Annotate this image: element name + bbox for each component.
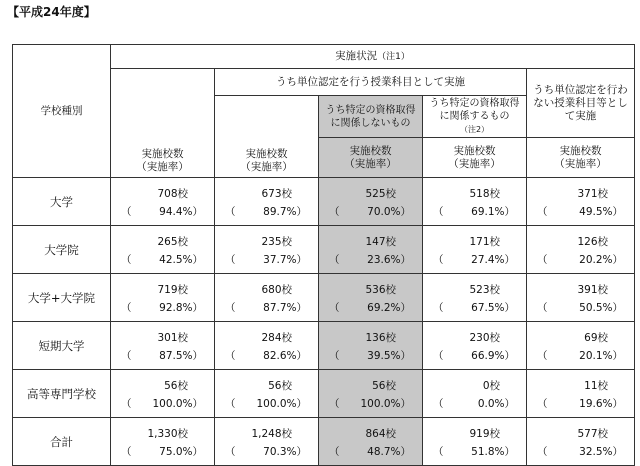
rate-open-paren: （ bbox=[329, 350, 340, 362]
rate-open-paren: （ bbox=[433, 350, 444, 362]
no-cert-cell bbox=[319, 418, 423, 466]
page-title: 【平成24年度】 bbox=[7, 5, 96, 19]
implementation-rate bbox=[433, 396, 515, 411]
non-credit-cell bbox=[527, 178, 635, 226]
status-table bbox=[12, 44, 635, 466]
rate-label: （実施率） bbox=[240, 161, 293, 173]
all-schools-cell bbox=[111, 370, 215, 418]
rate-value: 67.5% bbox=[471, 302, 505, 314]
count-label: 実施校数 bbox=[245, 148, 288, 160]
table-row bbox=[13, 370, 635, 418]
rate-open-paren: （ bbox=[433, 446, 444, 458]
rate-value: 49.5% bbox=[579, 206, 613, 218]
school-count: 301校 bbox=[157, 332, 188, 344]
rate-value: 19.6% bbox=[579, 398, 613, 410]
rate-close-paren: ） bbox=[192, 398, 203, 410]
with-cert-cell bbox=[423, 418, 527, 466]
rate-value: 23.6% bbox=[367, 254, 401, 266]
school-count: 518校 bbox=[469, 188, 500, 200]
rate-open-paren: （ bbox=[121, 302, 132, 314]
rate-close-paren: ） bbox=[192, 254, 203, 266]
non-credit-cell bbox=[527, 322, 635, 370]
implementation-rate bbox=[433, 252, 515, 267]
school-count: 147校 bbox=[365, 236, 396, 248]
credit-total-cell bbox=[215, 178, 319, 226]
school-count: 126校 bbox=[577, 236, 609, 248]
rate-value: 66.9% bbox=[471, 350, 505, 362]
with-cert-cell bbox=[423, 226, 527, 274]
rate-open-paren: （ bbox=[537, 398, 548, 410]
rate-open-paren: （ bbox=[537, 206, 548, 218]
rate-open-paren: （ bbox=[225, 446, 236, 458]
table-row bbox=[13, 274, 635, 322]
no-cert-header: うち特定の資格取得に関係しないもの bbox=[319, 96, 423, 138]
with-cert-cell bbox=[423, 370, 527, 418]
rate-open-paren: （ bbox=[329, 302, 340, 314]
implementation-rate bbox=[329, 300, 411, 315]
rate-open-paren: （ bbox=[537, 446, 548, 458]
implementation-rate bbox=[329, 252, 411, 267]
school-count: 864校 bbox=[365, 428, 396, 440]
rate-value: 27.4% bbox=[471, 254, 505, 266]
no-cert-count-header bbox=[319, 138, 423, 178]
rate-close-paren: ） bbox=[192, 446, 203, 458]
rate-close-paren: ） bbox=[400, 446, 411, 458]
rate-value: 42.5% bbox=[159, 254, 193, 266]
rate-open-paren: （ bbox=[225, 302, 236, 314]
rate-close-paren: ） bbox=[504, 302, 515, 314]
no-cert-cell bbox=[319, 226, 423, 274]
rate-open-paren: （ bbox=[225, 254, 236, 266]
rate-value: 69.2% bbox=[367, 302, 401, 314]
rate-open-paren: （ bbox=[433, 302, 444, 314]
implementation-rate bbox=[225, 204, 307, 219]
rate-close-paren: ） bbox=[296, 446, 307, 458]
rate-value: 94.4% bbox=[159, 206, 193, 218]
rate-close-paren: ） bbox=[612, 206, 624, 218]
implementation-rate bbox=[433, 348, 515, 363]
no-cert-cell bbox=[319, 274, 423, 322]
count-label: 実施校数 bbox=[349, 144, 392, 157]
non-credit-cell bbox=[527, 226, 635, 274]
non-credit-count-header bbox=[527, 138, 635, 178]
implementation-rate bbox=[433, 204, 515, 219]
implementation-rate bbox=[537, 300, 623, 315]
implementation-rate bbox=[329, 444, 411, 459]
implementation-rate bbox=[329, 396, 411, 411]
school-count: 171校 bbox=[469, 236, 500, 248]
table-row bbox=[13, 226, 635, 274]
rate-label: （実施率） bbox=[344, 157, 397, 170]
rate-value: 20.1% bbox=[579, 350, 613, 362]
rate-open-paren: （ bbox=[433, 398, 444, 410]
school-count: 1,248校 bbox=[251, 428, 292, 440]
rate-value: 70.0% bbox=[367, 206, 401, 218]
rate-value: 51.8% bbox=[471, 446, 505, 458]
school-count: 0校 bbox=[482, 380, 500, 392]
implementation-rate bbox=[121, 444, 203, 459]
rate-value: 92.8% bbox=[159, 302, 193, 314]
rate-close-paren: ） bbox=[504, 206, 515, 218]
all-schools-cell bbox=[111, 322, 215, 370]
implementation-rate bbox=[433, 300, 515, 315]
rate-close-paren: ） bbox=[504, 254, 515, 266]
school-type-cell: 高等専門学校 bbox=[13, 370, 111, 418]
rate-close-paren: ） bbox=[612, 446, 624, 458]
school-count: 371校 bbox=[577, 188, 609, 200]
school-type-cell: 合計 bbox=[13, 418, 111, 466]
rate-open-paren: （ bbox=[329, 206, 340, 218]
rate-open-paren: （ bbox=[225, 206, 236, 218]
implementation-rate bbox=[225, 300, 307, 315]
non-credit-header: うち単位認定を行わない授業科目等として実施 bbox=[527, 69, 635, 138]
all-schools-cell bbox=[111, 274, 215, 322]
school-count: 56校 bbox=[372, 380, 396, 392]
with-cert-count-header bbox=[423, 138, 527, 178]
school-count: 719校 bbox=[157, 284, 188, 296]
non-credit-cell bbox=[527, 370, 635, 418]
rate-value: 69.1% bbox=[471, 206, 505, 218]
rate-close-paren: ） bbox=[296, 206, 307, 218]
implementation-rate bbox=[537, 444, 623, 459]
school-count: 536校 bbox=[365, 284, 396, 296]
school-count: 235校 bbox=[261, 236, 292, 248]
rate-value: 20.2% bbox=[579, 254, 613, 266]
credit-total-cell bbox=[215, 322, 319, 370]
rate-close-paren: ） bbox=[612, 254, 624, 266]
rate-open-paren: （ bbox=[537, 350, 548, 362]
all-schools-cell bbox=[111, 178, 215, 226]
rate-close-paren: ） bbox=[504, 446, 515, 458]
school-count: 577校 bbox=[577, 428, 609, 440]
rate-label: （実施率） bbox=[448, 157, 501, 170]
rate-value: 37.7% bbox=[263, 254, 297, 266]
all-schools-cell bbox=[111, 418, 215, 466]
rate-value: 0.0% bbox=[477, 398, 505, 410]
status-header: 実施状況（注1） bbox=[111, 45, 635, 69]
rate-open-paren: （ bbox=[329, 398, 340, 410]
rate-open-paren: （ bbox=[225, 398, 236, 410]
school-count: 525校 bbox=[365, 188, 396, 200]
implementation-rate bbox=[433, 444, 515, 459]
rate-value: 87.7% bbox=[263, 302, 297, 314]
implementation-rate bbox=[329, 204, 411, 219]
school-type-cell: 大学+大学院 bbox=[13, 274, 111, 322]
rate-value: 32.5% bbox=[579, 446, 613, 458]
rate-close-paren: ） bbox=[192, 302, 203, 314]
with-cert-cell bbox=[423, 274, 527, 322]
rate-value: 48.7% bbox=[367, 446, 401, 458]
implementation-rate bbox=[121, 300, 203, 315]
no-cert-cell bbox=[319, 178, 423, 226]
rate-open-paren: （ bbox=[433, 254, 444, 266]
rate-open-paren: （ bbox=[121, 206, 132, 218]
rate-value: 87.5% bbox=[159, 350, 193, 362]
rate-open-paren: （ bbox=[433, 206, 444, 218]
no-cert-cell bbox=[319, 370, 423, 418]
table-row bbox=[13, 322, 635, 370]
implementation-rate bbox=[121, 252, 203, 267]
school-type-header: 学校種別 bbox=[13, 45, 111, 178]
rate-label: （実施率） bbox=[554, 157, 607, 170]
rate-close-paren: ） bbox=[296, 302, 307, 314]
implementation-rate bbox=[329, 348, 411, 363]
rate-close-paren: ） bbox=[296, 398, 307, 410]
non-credit-cell bbox=[527, 274, 635, 322]
rate-close-paren: ） bbox=[400, 398, 411, 410]
rate-value: 100.0% bbox=[152, 398, 193, 410]
credit-total-cell bbox=[215, 274, 319, 322]
implementation-rate bbox=[537, 396, 623, 411]
rate-close-paren: ） bbox=[400, 206, 411, 218]
count-label: 実施校数 bbox=[141, 148, 184, 160]
school-count: 56校 bbox=[268, 380, 292, 392]
school-count: 136校 bbox=[365, 332, 396, 344]
implementation-rate bbox=[537, 204, 623, 219]
school-type-cell: 短期大学 bbox=[13, 322, 111, 370]
rate-value: 82.6% bbox=[263, 350, 297, 362]
with-cert-cell bbox=[423, 322, 527, 370]
school-count: 265校 bbox=[157, 236, 188, 248]
rate-close-paren: ） bbox=[504, 398, 515, 410]
no-cert-cell bbox=[319, 322, 423, 370]
rate-close-paren: ） bbox=[612, 350, 624, 362]
implementation-rate bbox=[225, 348, 307, 363]
rate-open-paren: （ bbox=[121, 350, 132, 362]
credit-total-count-header bbox=[215, 96, 319, 178]
table-row bbox=[13, 418, 635, 466]
school-count: 230校 bbox=[469, 332, 500, 344]
rate-close-paren: ） bbox=[296, 350, 307, 362]
table-row bbox=[13, 178, 635, 226]
school-count: 11校 bbox=[584, 380, 609, 392]
all-schools-cell bbox=[111, 226, 215, 274]
rate-close-paren: ） bbox=[296, 254, 307, 266]
credit-total-cell bbox=[215, 226, 319, 274]
non-credit-cell bbox=[527, 418, 635, 466]
implementation-rate bbox=[121, 348, 203, 363]
rate-close-paren: ） bbox=[612, 398, 624, 410]
rate-open-paren: （ bbox=[121, 446, 132, 458]
rate-open-paren: （ bbox=[329, 254, 340, 266]
implementation-rate bbox=[225, 444, 307, 459]
rate-close-paren: ） bbox=[612, 302, 624, 314]
implementation-rate bbox=[537, 252, 623, 267]
implementation-rate bbox=[225, 252, 307, 267]
rate-open-paren: （ bbox=[537, 302, 548, 314]
implementation-rate bbox=[121, 396, 203, 411]
school-type-cell: 大学院 bbox=[13, 226, 111, 274]
school-count: 284校 bbox=[261, 332, 292, 344]
rate-close-paren: ） bbox=[192, 206, 203, 218]
rate-close-paren: ） bbox=[400, 254, 411, 266]
rate-value: 100.0% bbox=[360, 398, 401, 410]
with-cert-cell bbox=[423, 178, 527, 226]
rate-open-paren: （ bbox=[329, 446, 340, 458]
rate-value: 50.5% bbox=[579, 302, 613, 314]
all-count-header-placeholder bbox=[111, 69, 215, 178]
rate-label: （実施率） bbox=[136, 161, 189, 173]
rate-value: 89.7% bbox=[263, 206, 297, 218]
rate-value: 100.0% bbox=[256, 398, 297, 410]
rate-close-paren: ） bbox=[192, 350, 203, 362]
school-count: 69校 bbox=[584, 332, 609, 344]
with-cert-header: うち特定の資格取得に関係するもの（注2） bbox=[423, 96, 527, 138]
rate-value: 75.0% bbox=[159, 446, 193, 458]
rate-open-paren: （ bbox=[121, 254, 132, 266]
school-count: 708校 bbox=[157, 188, 188, 200]
rate-value: 39.5% bbox=[367, 350, 401, 362]
rate-close-paren: ） bbox=[400, 350, 411, 362]
count-label: 実施校数 bbox=[559, 144, 602, 157]
school-count: 391校 bbox=[577, 284, 609, 296]
school-count: 523校 bbox=[469, 284, 500, 296]
school-count: 56校 bbox=[164, 380, 188, 392]
credit-total-cell bbox=[215, 418, 319, 466]
rate-value: 70.3% bbox=[263, 446, 297, 458]
school-count: 673校 bbox=[261, 188, 292, 200]
count-label: 実施校数 bbox=[453, 144, 496, 157]
school-count: 680校 bbox=[261, 284, 292, 296]
school-count: 919校 bbox=[469, 428, 500, 440]
school-count: 1,330校 bbox=[147, 428, 188, 440]
implementation-rate bbox=[225, 396, 307, 411]
credit-courses-header: うち単位認定を行う授業科目として実施 bbox=[215, 69, 527, 96]
rate-open-paren: （ bbox=[121, 398, 132, 410]
credit-total-cell bbox=[215, 370, 319, 418]
implementation-rate bbox=[121, 204, 203, 219]
rate-open-paren: （ bbox=[225, 350, 236, 362]
school-type-cell: 大学 bbox=[13, 178, 111, 226]
rate-open-paren: （ bbox=[537, 254, 548, 266]
rate-close-paren: ） bbox=[504, 350, 515, 362]
rate-close-paren: ） bbox=[400, 302, 411, 314]
implementation-rate bbox=[537, 348, 623, 363]
